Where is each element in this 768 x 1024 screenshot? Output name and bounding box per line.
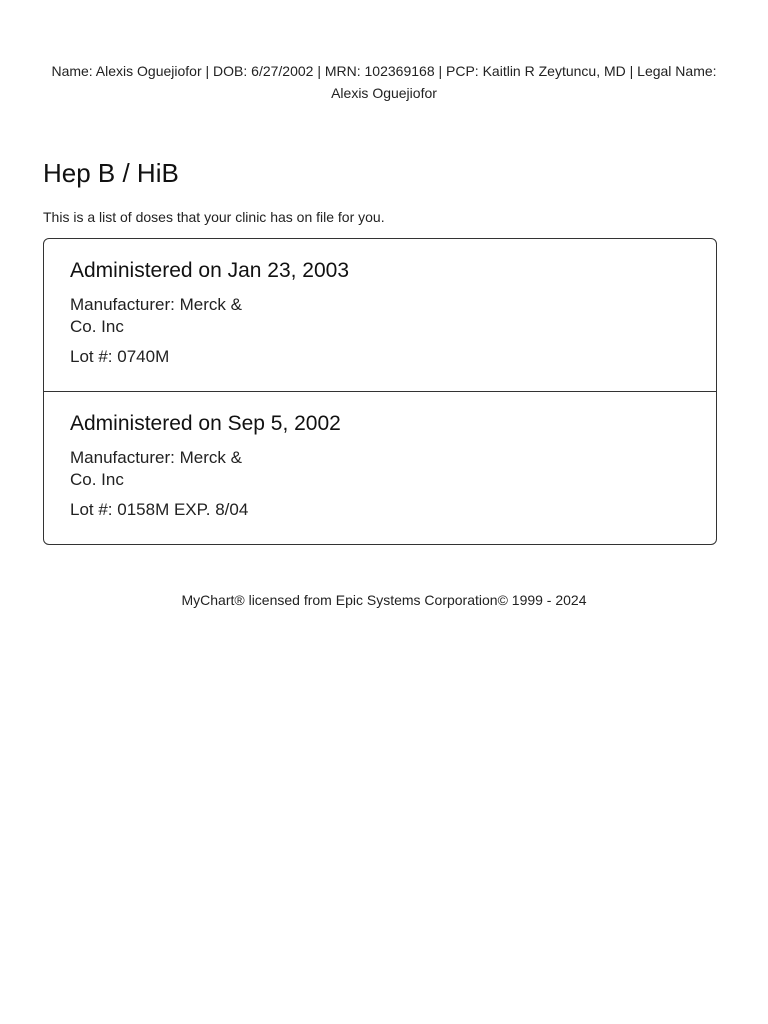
patient-info-header: Name: Alexis Oguejiofor | DOB: 6/27/2002 | MRN: 102369168 | PCP: Kaitlin R Zeytuncu, MD | Legal Name: Alexis Oguejiofor: [51, 63, 717, 101]
dose-card: [44, 391, 716, 544]
page-title: Hep B / HiB: [43, 158, 179, 188]
dose-lot-number: Lot #: 0158M EXP. 8/04: [70, 500, 249, 519]
dose-manufacturer: Manufacturer: Merck & Co. Inc: [70, 295, 242, 336]
dose-administered-date: Administered on Jan 23, 2003: [70, 259, 350, 282]
dose-manufacturer: Manufacturer: Merck & Co. Inc: [70, 448, 242, 489]
dose-card: [44, 239, 716, 391]
dose-lot-number: Lot #: 0740M: [70, 347, 170, 366]
footer-copyright: MyChart® licensed from Epic Systems Corporation© 1999 - 2024: [181, 592, 587, 608]
dose-administered-date: Administered on Sep 5, 2002: [70, 412, 341, 435]
dose-list: [43, 238, 717, 545]
intro-text: This is a list of doses that your clinic has on file for you.: [43, 209, 385, 225]
